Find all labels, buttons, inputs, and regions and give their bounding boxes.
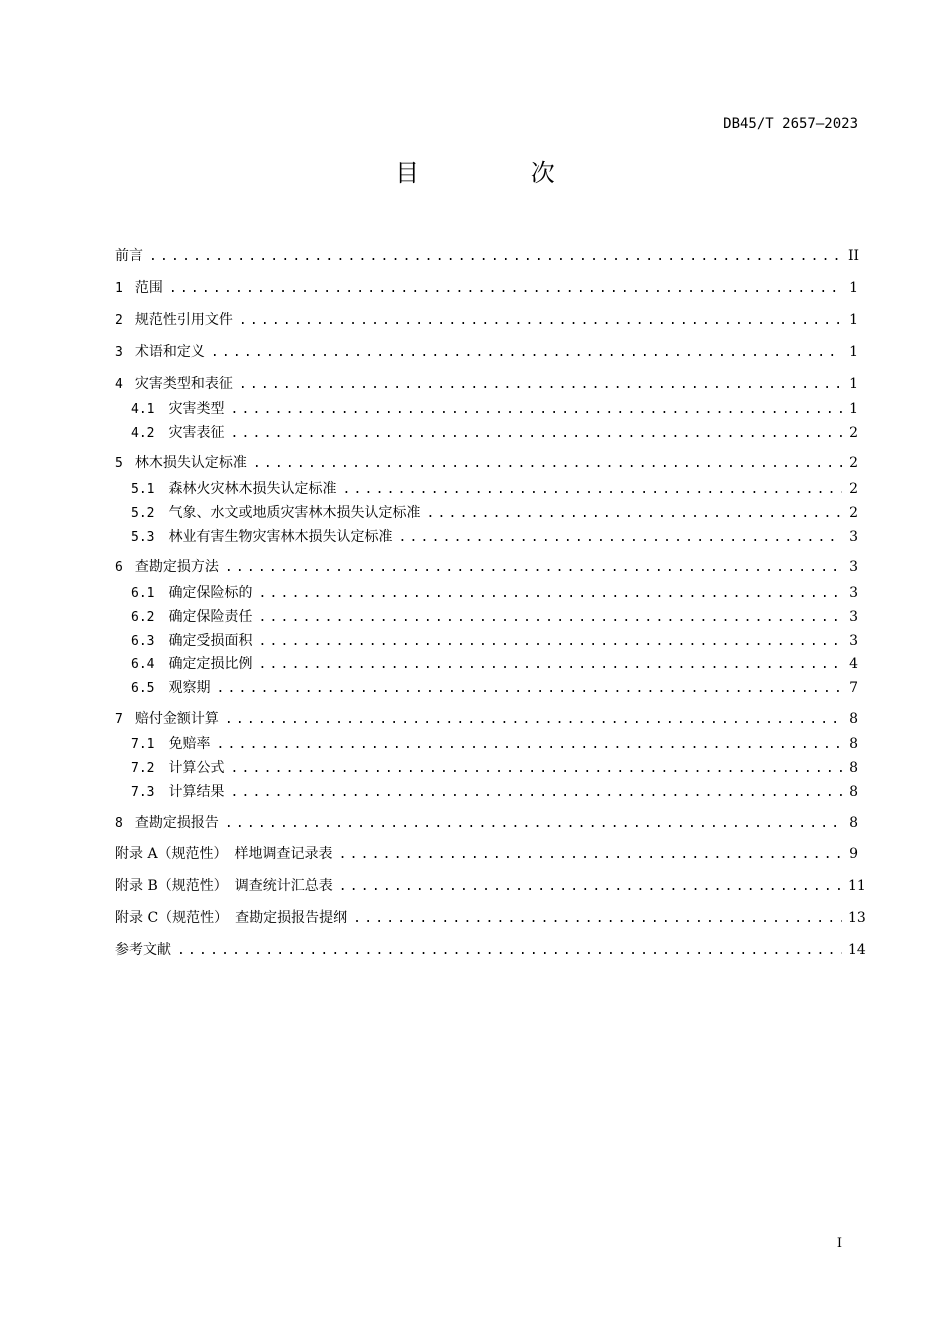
toc-page-number: 3 bbox=[849, 559, 858, 575]
toc-label: 查勘定损方法 bbox=[134, 559, 219, 575]
toc-section-number: 4.2 bbox=[131, 426, 155, 441]
toc-section-number: 4.1 bbox=[131, 402, 155, 417]
toc-page-number: 3 bbox=[849, 633, 858, 649]
toc-section-number: 6.1 bbox=[131, 586, 155, 601]
toc-leader-dots bbox=[258, 653, 842, 677]
toc-label: 灾害类型 bbox=[168, 401, 225, 417]
page-number: I bbox=[836, 1236, 842, 1251]
toc-entry-4-2[interactable] bbox=[115, 421, 858, 445]
toc-leader-dots bbox=[258, 606, 842, 630]
toc-page-number: 1 bbox=[849, 312, 858, 328]
toc-page-number: 2 bbox=[849, 481, 858, 497]
toc-label: 参考文献 bbox=[115, 942, 171, 958]
toc-entry-4[interactable] bbox=[115, 372, 858, 396]
toc-leader-dots bbox=[169, 277, 842, 301]
toc-label: 计算公式 bbox=[168, 760, 225, 776]
toc-leader-dots bbox=[230, 781, 842, 805]
toc-page-number: 11 bbox=[848, 878, 866, 894]
toc-page-number: 2 bbox=[849, 455, 858, 471]
toc-leader-dots bbox=[426, 502, 842, 526]
toc-page-number: 9 bbox=[849, 846, 858, 862]
toc-leader-dots bbox=[211, 341, 842, 365]
toc-leader-dots bbox=[225, 556, 842, 580]
toc-section-number: 6.3 bbox=[131, 634, 155, 649]
toc-leader-dots bbox=[230, 757, 842, 781]
toc-page-number: 4 bbox=[849, 656, 858, 672]
toc-section-number: 7.1 bbox=[131, 737, 155, 752]
toc-leader-dots bbox=[230, 422, 842, 446]
toc-label: 确定受损面积 bbox=[168, 633, 253, 649]
toc-leader-dots bbox=[398, 526, 842, 550]
toc-entry-appendix-c[interactable] bbox=[115, 906, 866, 930]
toc-entry-1[interactable] bbox=[115, 276, 858, 300]
toc-section-number: 6.4 bbox=[131, 657, 155, 672]
toc-section-number: 8 bbox=[115, 816, 123, 831]
toc-entry-appendix-a[interactable] bbox=[115, 842, 858, 866]
toc-leader-dots bbox=[258, 630, 842, 654]
toc-entry-5-1[interactable] bbox=[115, 477, 858, 501]
toc-page-number: 3 bbox=[849, 585, 858, 601]
toc-page-number: 1 bbox=[849, 376, 858, 392]
toc-section-number: 5.3 bbox=[131, 530, 155, 545]
toc-entry-7[interactable] bbox=[115, 707, 858, 731]
toc-label: 林业有害生物灾害林木损失认定标准 bbox=[168, 529, 393, 545]
toc-section-number: 2 bbox=[115, 313, 123, 328]
toc-label: 附录 A（规范性） 样地调查记录表 bbox=[115, 846, 333, 862]
toc-page-number: 3 bbox=[849, 609, 858, 625]
toc-leader-dots bbox=[177, 939, 842, 963]
toc-label: 观察期 bbox=[168, 680, 211, 696]
toc-page-number: 13 bbox=[848, 910, 866, 926]
toc-section-number: 1 bbox=[115, 281, 123, 296]
toc-page-number: 8 bbox=[849, 784, 858, 800]
toc-label: 林木损失认定标准 bbox=[134, 455, 247, 471]
toc-page-number: 1 bbox=[849, 280, 858, 296]
toc-label: 附录 B（规范性） 调查统计汇总表 bbox=[115, 878, 333, 894]
toc-leader-dots bbox=[342, 478, 842, 502]
toc-entry-6[interactable] bbox=[115, 555, 858, 579]
toc-label: 计算结果 bbox=[168, 784, 225, 800]
toc-page-number: 1 bbox=[849, 401, 858, 417]
toc-label: 赔付金额计算 bbox=[134, 711, 219, 727]
toc-leader-dots bbox=[339, 875, 842, 899]
toc-entry-7-1[interactable] bbox=[115, 732, 858, 756]
toc-label: 确定定损比例 bbox=[168, 656, 253, 672]
toc-entry-6-1[interactable] bbox=[115, 581, 858, 605]
toc-section-number: 5.2 bbox=[131, 506, 155, 521]
page-title: 目 次 bbox=[395, 159, 607, 187]
toc-entry-appendix-b[interactable] bbox=[115, 874, 866, 898]
toc-label: 灾害类型和表征 bbox=[134, 376, 233, 392]
toc-leader-dots bbox=[149, 245, 842, 269]
toc-label: 森林火灾林木损失认定标准 bbox=[168, 481, 337, 497]
toc-label: 规范性引用文件 bbox=[134, 312, 233, 328]
toc-entry-5-2[interactable] bbox=[115, 501, 858, 525]
toc-label: 查勘定损报告 bbox=[134, 815, 219, 831]
toc-page-number: 8 bbox=[849, 760, 858, 776]
toc-leader-dots bbox=[258, 582, 842, 606]
toc-leader-dots bbox=[353, 907, 842, 931]
toc-section-number: 7 bbox=[115, 712, 123, 727]
document-code: DB45/T 2657—2023 bbox=[723, 116, 858, 132]
toc-section-number: 6 bbox=[115, 560, 123, 575]
toc-entry-5-3[interactable] bbox=[115, 525, 858, 549]
toc-entry-8[interactable] bbox=[115, 811, 858, 835]
toc-leader-dots bbox=[239, 309, 842, 333]
toc-entry-6-2[interactable] bbox=[115, 605, 858, 629]
toc-leader-dots bbox=[216, 677, 842, 701]
toc-page-number: 2 bbox=[849, 505, 858, 521]
toc-label: 术语和定义 bbox=[134, 344, 205, 360]
toc-entry-2[interactable] bbox=[115, 308, 858, 332]
toc-label: 气象、水文或地质灾害林木损失认定标准 bbox=[168, 505, 421, 521]
toc-label: 范围 bbox=[134, 280, 163, 296]
toc-label: 前言 bbox=[115, 248, 143, 264]
toc-leader-dots bbox=[239, 373, 842, 397]
toc-page-number: 1 bbox=[849, 344, 858, 360]
toc-entry-3[interactable] bbox=[115, 340, 858, 364]
toc-page-number: 2 bbox=[849, 425, 858, 441]
toc-section-number: 6.2 bbox=[131, 610, 155, 625]
toc-entry-references[interactable] bbox=[115, 938, 866, 962]
toc-entry-4-1[interactable] bbox=[115, 397, 858, 421]
toc-page-number: 7 bbox=[849, 680, 858, 696]
toc-page-number: 14 bbox=[848, 942, 866, 958]
toc-label: 灾害表征 bbox=[168, 425, 225, 441]
toc-section-number: 7.2 bbox=[131, 761, 155, 776]
toc-label: 免赔率 bbox=[168, 736, 211, 752]
toc-entry-5[interactable] bbox=[115, 451, 858, 475]
toc-entry-7-2[interactable] bbox=[115, 756, 858, 780]
toc-section-number: 5 bbox=[115, 456, 123, 471]
toc-entry-6-3[interactable] bbox=[115, 629, 858, 653]
toc-label: 附录 C（规范性） 查勘定损报告提纲 bbox=[115, 910, 348, 926]
toc-section-number: 7.3 bbox=[131, 785, 155, 800]
toc-section-number: 6.5 bbox=[131, 681, 155, 696]
toc-page-number: 8 bbox=[849, 711, 858, 727]
toc-section-number: 5.1 bbox=[131, 482, 155, 497]
toc-leader-dots bbox=[253, 452, 842, 476]
toc-label: 确定保险标的 bbox=[168, 585, 253, 601]
toc-leader-dots bbox=[225, 708, 842, 732]
toc-section-number: 4 bbox=[115, 377, 123, 392]
toc-leader-dots bbox=[225, 812, 842, 836]
toc-page-number: II bbox=[848, 248, 860, 264]
toc-entry-7-3[interactable] bbox=[115, 780, 858, 804]
toc-page-number: 8 bbox=[849, 736, 858, 752]
toc-label: 确定保险责任 bbox=[168, 609, 253, 625]
toc-leader-dots bbox=[216, 733, 842, 757]
toc-entry-6-4[interactable] bbox=[115, 652, 858, 676]
toc-page-number: 8 bbox=[849, 815, 858, 831]
toc-section-number: 3 bbox=[115, 345, 123, 360]
toc-leader-dots bbox=[339, 843, 842, 867]
toc-entry-foreword[interactable] bbox=[115, 244, 858, 268]
toc-leader-dots bbox=[230, 398, 842, 422]
toc-entry-6-5[interactable] bbox=[115, 676, 858, 700]
toc-page-number: 3 bbox=[849, 529, 858, 545]
